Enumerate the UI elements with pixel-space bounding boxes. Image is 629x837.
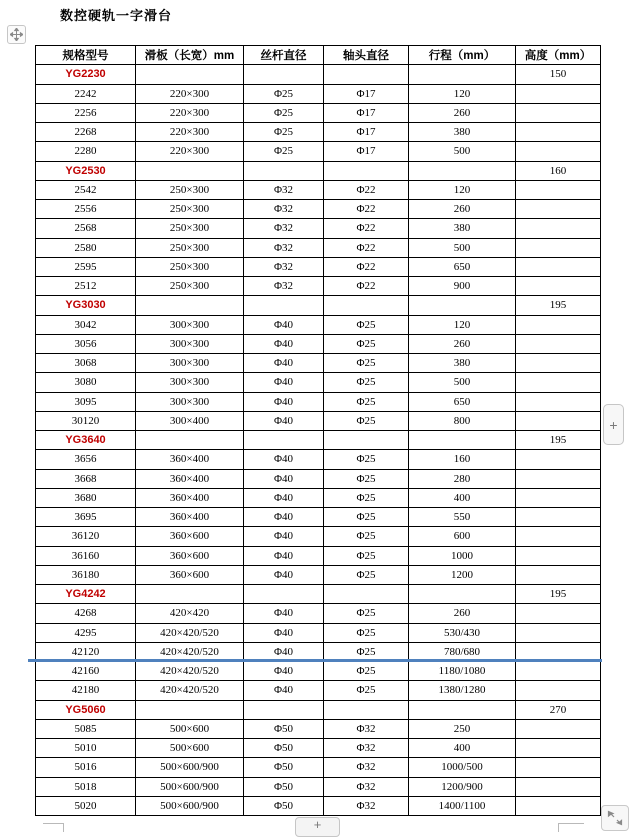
table-cell[interactable]: 250	[409, 719, 516, 738]
table-cell[interactable]: 530/430	[409, 623, 516, 642]
spec-row	[36, 681, 601, 700]
table-cell[interactable]: 380	[409, 219, 516, 238]
table-cell[interactable]: Φ32	[324, 758, 409, 777]
table-cell[interactable]	[516, 180, 601, 199]
table-cell[interactable]	[244, 431, 324, 450]
spec-row	[36, 123, 601, 142]
table-cell[interactable]: 195	[516, 431, 601, 450]
table-cell[interactable]: Φ22	[324, 257, 409, 276]
table-cell[interactable]: 420×420/520	[136, 681, 244, 700]
series-row	[36, 296, 601, 315]
table-cell[interactable]: Φ40	[244, 392, 324, 411]
table-cell[interactable]: 300×300	[136, 373, 244, 392]
table-cell[interactable]: Φ25	[244, 84, 324, 103]
column-header[interactable]: 规格型号	[36, 46, 136, 65]
table-cell[interactable]: Φ22	[324, 219, 409, 238]
table-cell[interactable]	[516, 623, 601, 642]
spec-row	[36, 777, 601, 796]
table-cell[interactable]: Φ32	[244, 180, 324, 199]
spec-table-header	[36, 46, 601, 65]
table-cell[interactable]	[516, 565, 601, 584]
table-cell[interactable]: 5020	[36, 796, 136, 815]
spec-row	[36, 334, 601, 353]
table-cell[interactable]	[516, 719, 601, 738]
table-cell[interactable]	[244, 700, 324, 719]
table-cell[interactable]	[516, 334, 601, 353]
table-cell[interactable]: 120	[409, 180, 516, 199]
header-row	[36, 46, 601, 65]
table-cell[interactable]	[136, 700, 244, 719]
table-cell[interactable]: 5018	[36, 777, 136, 796]
table-cell[interactable]: 500×600/900	[136, 796, 244, 815]
table-cell[interactable]	[516, 354, 601, 373]
table-cell[interactable]: Φ22	[324, 238, 409, 257]
table-cell[interactable]: 1200/900	[409, 777, 516, 796]
table-cell[interactable]: 500×600/900	[136, 777, 244, 796]
table-cell[interactable]	[516, 739, 601, 758]
table-cell[interactable]: 160	[409, 450, 516, 469]
table-cell[interactable]: Φ40	[244, 334, 324, 353]
table-cell[interactable]	[516, 103, 601, 122]
table-cell[interactable]: 1180/1080	[409, 662, 516, 681]
spec-row	[36, 200, 601, 219]
table-cell[interactable]: 270	[516, 700, 601, 719]
table-cell[interactable]: 500	[409, 238, 516, 257]
table-cell[interactable]: 36120	[36, 527, 136, 546]
table-cell[interactable]: 2512	[36, 277, 136, 296]
table-cell[interactable]: 3042	[36, 315, 136, 334]
table-cell[interactable]: Φ25	[324, 527, 409, 546]
table-cell[interactable]: 3095	[36, 392, 136, 411]
table-cell[interactable]: 2556	[36, 200, 136, 219]
table-cell[interactable]: 280	[409, 469, 516, 488]
spec-row	[36, 354, 601, 373]
table-cell[interactable]: 4268	[36, 604, 136, 623]
table-cell[interactable]	[324, 296, 409, 315]
table-cell[interactable]: 120	[409, 84, 516, 103]
table-cell[interactable]	[136, 585, 244, 604]
spec-row	[36, 180, 601, 199]
table-cell[interactable]: 500	[409, 373, 516, 392]
table-cell[interactable]: 360×400	[136, 488, 244, 507]
table-cell[interactable]: 360×400	[136, 450, 244, 469]
table-cell[interactable]: Φ25	[324, 565, 409, 584]
table-cell[interactable]: 250×300	[136, 238, 244, 257]
table-cell[interactable]: 360×400	[136, 508, 244, 527]
table-cell[interactable]: 150	[516, 65, 601, 84]
table-cell[interactable]: 300×300	[136, 315, 244, 334]
spec-row	[36, 546, 601, 565]
table-cell[interactable]: 2542	[36, 180, 136, 199]
table-cell[interactable]: 120	[409, 315, 516, 334]
spec-row	[36, 796, 601, 815]
table-cell[interactable]	[516, 796, 601, 815]
series-row	[36, 161, 601, 180]
spec-row	[36, 527, 601, 546]
table-cell[interactable]: Φ17	[324, 103, 409, 122]
table-cell[interactable]: 300×300	[136, 392, 244, 411]
table-cell[interactable]: Φ40	[244, 527, 324, 546]
table-cell[interactable]: Φ17	[324, 123, 409, 142]
table-cell[interactable]: 2268	[36, 123, 136, 142]
table-cell[interactable]: YG3640	[36, 431, 136, 450]
table-cell[interactable]: 420×420	[136, 604, 244, 623]
table-cell[interactable]: Φ25	[324, 642, 409, 661]
table-cell[interactable]: 780/680	[409, 642, 516, 661]
table-cell[interactable]: 1400/1100	[409, 796, 516, 815]
table-cell[interactable]: Φ17	[324, 84, 409, 103]
table-cell[interactable]: 300×300	[136, 334, 244, 353]
series-row	[36, 431, 601, 450]
table-cell[interactable]: 3656	[36, 450, 136, 469]
spec-row	[36, 662, 601, 681]
column-header[interactable]: 行程（mm）	[409, 46, 516, 65]
table-cell[interactable]: 360×400	[136, 469, 244, 488]
plus-icon: +	[313, 817, 322, 832]
table-cell[interactable]: 2256	[36, 103, 136, 122]
table-cell[interactable]	[409, 65, 516, 84]
table-cell[interactable]: Φ22	[324, 200, 409, 219]
table-cell[interactable]: Φ25	[244, 103, 324, 122]
table-cell[interactable]: 650	[409, 257, 516, 276]
table-cell[interactable]: Φ40	[244, 681, 324, 700]
table-cell[interactable]: Φ50	[244, 777, 324, 796]
table-cell[interactable]: Φ40	[244, 469, 324, 488]
table-cell[interactable]: Φ25	[324, 488, 409, 507]
table-cell[interactable]: Φ25	[324, 469, 409, 488]
spec-row	[36, 373, 601, 392]
column-header[interactable]: 丝杆直径	[244, 46, 324, 65]
table-cell[interactable]: 3056	[36, 334, 136, 353]
table-cell[interactable]: YG5060	[36, 700, 136, 719]
table-cell[interactable]: Φ40	[244, 508, 324, 527]
table-cell[interactable]: Φ40	[244, 565, 324, 584]
table-cell[interactable]: 3668	[36, 469, 136, 488]
table-cell[interactable]: Φ25	[324, 662, 409, 681]
table-cell[interactable]: 3695	[36, 508, 136, 527]
table-cell[interactable]	[516, 777, 601, 796]
table-cell[interactable]	[244, 65, 324, 84]
spec-row	[36, 739, 601, 758]
table-cell[interactable]: 260	[409, 334, 516, 353]
table-cell[interactable]	[136, 65, 244, 84]
table-cell[interactable]: 650	[409, 392, 516, 411]
table-cell[interactable]: Φ32	[244, 277, 324, 296]
table-cell[interactable]: 500×600	[136, 719, 244, 738]
table-cell[interactable]: 300×400	[136, 411, 244, 430]
table-cell[interactable]	[516, 662, 601, 681]
column-header[interactable]: 轴头直径	[324, 46, 409, 65]
table-cell[interactable]: Φ25	[324, 450, 409, 469]
table-cell[interactable]	[516, 488, 601, 507]
table-cell[interactable]: Φ25	[324, 392, 409, 411]
table-cell[interactable]: Φ40	[244, 488, 324, 507]
table-cell[interactable]: Φ40	[244, 642, 324, 661]
table-cell[interactable]	[516, 257, 601, 276]
table-cell[interactable]: 380	[409, 354, 516, 373]
table-cell[interactable]	[516, 84, 601, 103]
table-cell[interactable]: 3080	[36, 373, 136, 392]
table-cell[interactable]: 1200	[409, 565, 516, 584]
table-cell[interactable]	[516, 315, 601, 334]
table-cell[interactable]: Φ40	[244, 662, 324, 681]
table-cell[interactable]	[516, 142, 601, 161]
table-cell[interactable]: Φ25	[324, 623, 409, 642]
table-cell[interactable]	[516, 411, 601, 430]
table-cell[interactable]: YG3030	[36, 296, 136, 315]
spec-table	[35, 45, 601, 816]
spec-row	[36, 565, 601, 584]
spec-table-body	[36, 65, 601, 816]
table-cell[interactable]: 400	[409, 488, 516, 507]
table-cell[interactable]	[324, 585, 409, 604]
table-cell[interactable]	[516, 527, 601, 546]
table-cell[interactable]	[516, 373, 601, 392]
table-cell[interactable]: Φ40	[244, 450, 324, 469]
table-cell[interactable]: 800	[409, 411, 516, 430]
insert-column-button[interactable]	[603, 404, 624, 445]
table-cell[interactable]: Φ40	[244, 411, 324, 430]
table-cell[interactable]: 42180	[36, 681, 136, 700]
spec-row	[36, 450, 601, 469]
resize-diagonal-arrows-icon	[606, 809, 624, 827]
table-cell[interactable]: Φ25	[324, 354, 409, 373]
table-cell[interactable]: 250×300	[136, 180, 244, 199]
spec-row	[36, 277, 601, 296]
table-cell[interactable]	[409, 585, 516, 604]
table-cell[interactable]: Φ40	[244, 315, 324, 334]
spec-row	[36, 469, 601, 488]
table-cell[interactable]: 5016	[36, 758, 136, 777]
table-cell[interactable]: 250×300	[136, 277, 244, 296]
page-break-line	[28, 659, 602, 662]
table-cell[interactable]: 2568	[36, 219, 136, 238]
table-cell[interactable]	[324, 65, 409, 84]
spec-row	[36, 719, 601, 738]
spec-row	[36, 103, 601, 122]
table-cell[interactable]	[324, 700, 409, 719]
table-cell[interactable]: 360×600	[136, 546, 244, 565]
spec-row	[36, 758, 601, 777]
table-cell[interactable]: 2595	[36, 257, 136, 276]
table-cell[interactable]	[516, 277, 601, 296]
table-cell[interactable]: 900	[409, 277, 516, 296]
table-cell[interactable]: Φ32	[324, 719, 409, 738]
table-cell[interactable]: Φ25	[324, 411, 409, 430]
table-cell[interactable]: 1000/500	[409, 758, 516, 777]
table-cell[interactable]: Φ22	[324, 277, 409, 296]
table-cell[interactable]	[244, 161, 324, 180]
table-cell[interactable]: 3068	[36, 354, 136, 373]
table-cell[interactable]: Φ50	[244, 796, 324, 815]
table-cell[interactable]: 360×600	[136, 527, 244, 546]
series-row	[36, 585, 601, 604]
table-cell[interactable]: YG2230	[36, 65, 136, 84]
table-cell[interactable]: 500×600/900	[136, 758, 244, 777]
table-cell[interactable]: Φ25	[324, 546, 409, 565]
table-cell[interactable]: 500×600	[136, 739, 244, 758]
table-cell[interactable]: 400	[409, 739, 516, 758]
spec-row	[36, 604, 601, 623]
table-cell[interactable]: 380	[409, 123, 516, 142]
spec-row	[36, 219, 601, 238]
table-cell[interactable]: 220×300	[136, 84, 244, 103]
table-cell[interactable]: 250×300	[136, 200, 244, 219]
spec-row	[36, 508, 601, 527]
table-cell[interactable]: Φ25	[324, 508, 409, 527]
table-cell[interactable]: 250×300	[136, 257, 244, 276]
table-cell[interactable]	[324, 431, 409, 450]
table-cell[interactable]: Φ32	[244, 257, 324, 276]
spec-row	[36, 238, 601, 257]
table-cell[interactable]: Φ32	[324, 739, 409, 758]
table-cell[interactable]	[516, 469, 601, 488]
table-cell[interactable]: Φ40	[244, 604, 324, 623]
table-cell[interactable]: Φ32	[244, 200, 324, 219]
table-cell[interactable]: 2242	[36, 84, 136, 103]
series-row	[36, 65, 601, 84]
table-cell[interactable]	[136, 296, 244, 315]
table-cell[interactable]	[516, 508, 601, 527]
move-cross-icon	[10, 28, 23, 41]
series-row	[36, 700, 601, 719]
table-cell[interactable]: Φ25	[244, 142, 324, 161]
table-cell[interactable]: 36160	[36, 546, 136, 565]
table-cell[interactable]: Φ50	[244, 758, 324, 777]
table-resize-handle[interactable]	[601, 805, 629, 831]
table-cell[interactable]: Φ25	[324, 604, 409, 623]
table-cell[interactable]: 300×300	[136, 354, 244, 373]
table-cell[interactable]: 1380/1280	[409, 681, 516, 700]
table-cell[interactable]: 260	[409, 604, 516, 623]
table-cell[interactable]	[244, 585, 324, 604]
spec-row	[36, 623, 601, 642]
table-cell[interactable]	[244, 296, 324, 315]
table-cell[interactable]: 600	[409, 527, 516, 546]
table-cell[interactable]: 260	[409, 103, 516, 122]
table-cell[interactable]: 420×420/520	[136, 642, 244, 661]
table-cell[interactable]	[516, 219, 601, 238]
spec-row	[36, 142, 601, 161]
table-cell[interactable]	[409, 431, 516, 450]
table-cell[interactable]	[516, 392, 601, 411]
table-cell[interactable]: Φ40	[244, 546, 324, 565]
column-header[interactable]: 高度（mm）	[516, 46, 601, 65]
table-cell[interactable]: 220×300	[136, 103, 244, 122]
table-cell[interactable]: 160	[516, 161, 601, 180]
table-cell[interactable]: 2580	[36, 238, 136, 257]
table-cell[interactable]	[409, 296, 516, 315]
table-cell[interactable]	[409, 161, 516, 180]
table-cell[interactable]: 500	[409, 142, 516, 161]
table-cell[interactable]	[516, 200, 601, 219]
table-cell[interactable]: 42160	[36, 662, 136, 681]
table-cell[interactable]: Φ32	[324, 777, 409, 796]
table-cell[interactable]	[516, 450, 601, 469]
table-cell[interactable]	[516, 123, 601, 142]
page-title[interactable]: 数控硬轨一字滑台	[60, 8, 173, 23]
table-cell[interactable]: 2280	[36, 142, 136, 161]
table-cell[interactable]: Φ25	[324, 334, 409, 353]
spec-row	[36, 488, 601, 507]
spec-row	[36, 392, 601, 411]
plus-icon: +	[609, 416, 618, 433]
table-cell[interactable]: 1000	[409, 546, 516, 565]
table-cell[interactable]: Φ25	[324, 315, 409, 334]
table-cell[interactable]: Φ25	[324, 373, 409, 392]
table-cell[interactable]: 195	[516, 296, 601, 315]
table-cell[interactable]: Φ32	[244, 219, 324, 238]
table-cell[interactable]: Φ40	[244, 373, 324, 392]
table-cell[interactable]: YG4242	[36, 585, 136, 604]
table-cell[interactable]	[516, 758, 601, 777]
table-cell[interactable]: Φ40	[244, 354, 324, 373]
table-cell[interactable]: 4295	[36, 623, 136, 642]
table-cell[interactable]: Φ25	[244, 123, 324, 142]
table-cell[interactable]: YG2530	[36, 161, 136, 180]
table-cell[interactable]: Φ50	[244, 719, 324, 738]
spec-row	[36, 84, 601, 103]
table-cell[interactable]	[516, 238, 601, 257]
spec-row	[36, 411, 601, 430]
table-cell[interactable]: Φ50	[244, 739, 324, 758]
table-cell[interactable]: Φ25	[324, 681, 409, 700]
table-cell[interactable]: Φ22	[324, 180, 409, 199]
table-cell[interactable]: 420×420/520	[136, 623, 244, 642]
table-cell[interactable]: 36180	[36, 565, 136, 584]
table-move-handle[interactable]	[7, 25, 26, 44]
table-cell[interactable]	[136, 431, 244, 450]
table-cell[interactable]: 30120	[36, 411, 136, 430]
table-cell[interactable]	[324, 161, 409, 180]
insert-row-button[interactable]	[295, 817, 340, 837]
column-header[interactable]: 滑板（长宽）mm	[136, 46, 244, 65]
table-cell[interactable]: 220×300	[136, 123, 244, 142]
table-cell[interactable]: 360×600	[136, 565, 244, 584]
table-cell[interactable]: 220×300	[136, 142, 244, 161]
table-cell[interactable]	[409, 700, 516, 719]
table-cell[interactable]: 5085	[36, 719, 136, 738]
table-cell[interactable]: 42120	[36, 642, 136, 661]
table-cell[interactable]: 5010	[36, 739, 136, 758]
table-cell[interactable]: 550	[409, 508, 516, 527]
table-cell[interactable]	[516, 604, 601, 623]
table-cell[interactable]: 420×420/520	[136, 662, 244, 681]
table-cell[interactable]: 250×300	[136, 219, 244, 238]
table-cell[interactable]	[516, 681, 601, 700]
table-cell[interactable]: Φ32	[244, 238, 324, 257]
table-cell[interactable]	[516, 546, 601, 565]
table-cell[interactable]: Φ32	[324, 796, 409, 815]
table-cell[interactable]: 260	[409, 200, 516, 219]
spec-row	[36, 315, 601, 334]
table-cell[interactable]	[136, 161, 244, 180]
table-cell[interactable]: Φ17	[324, 142, 409, 161]
table-cell[interactable]: 195	[516, 585, 601, 604]
table-cell[interactable]: Φ40	[244, 623, 324, 642]
table-cell[interactable]: 3680	[36, 488, 136, 507]
spec-row	[36, 257, 601, 276]
